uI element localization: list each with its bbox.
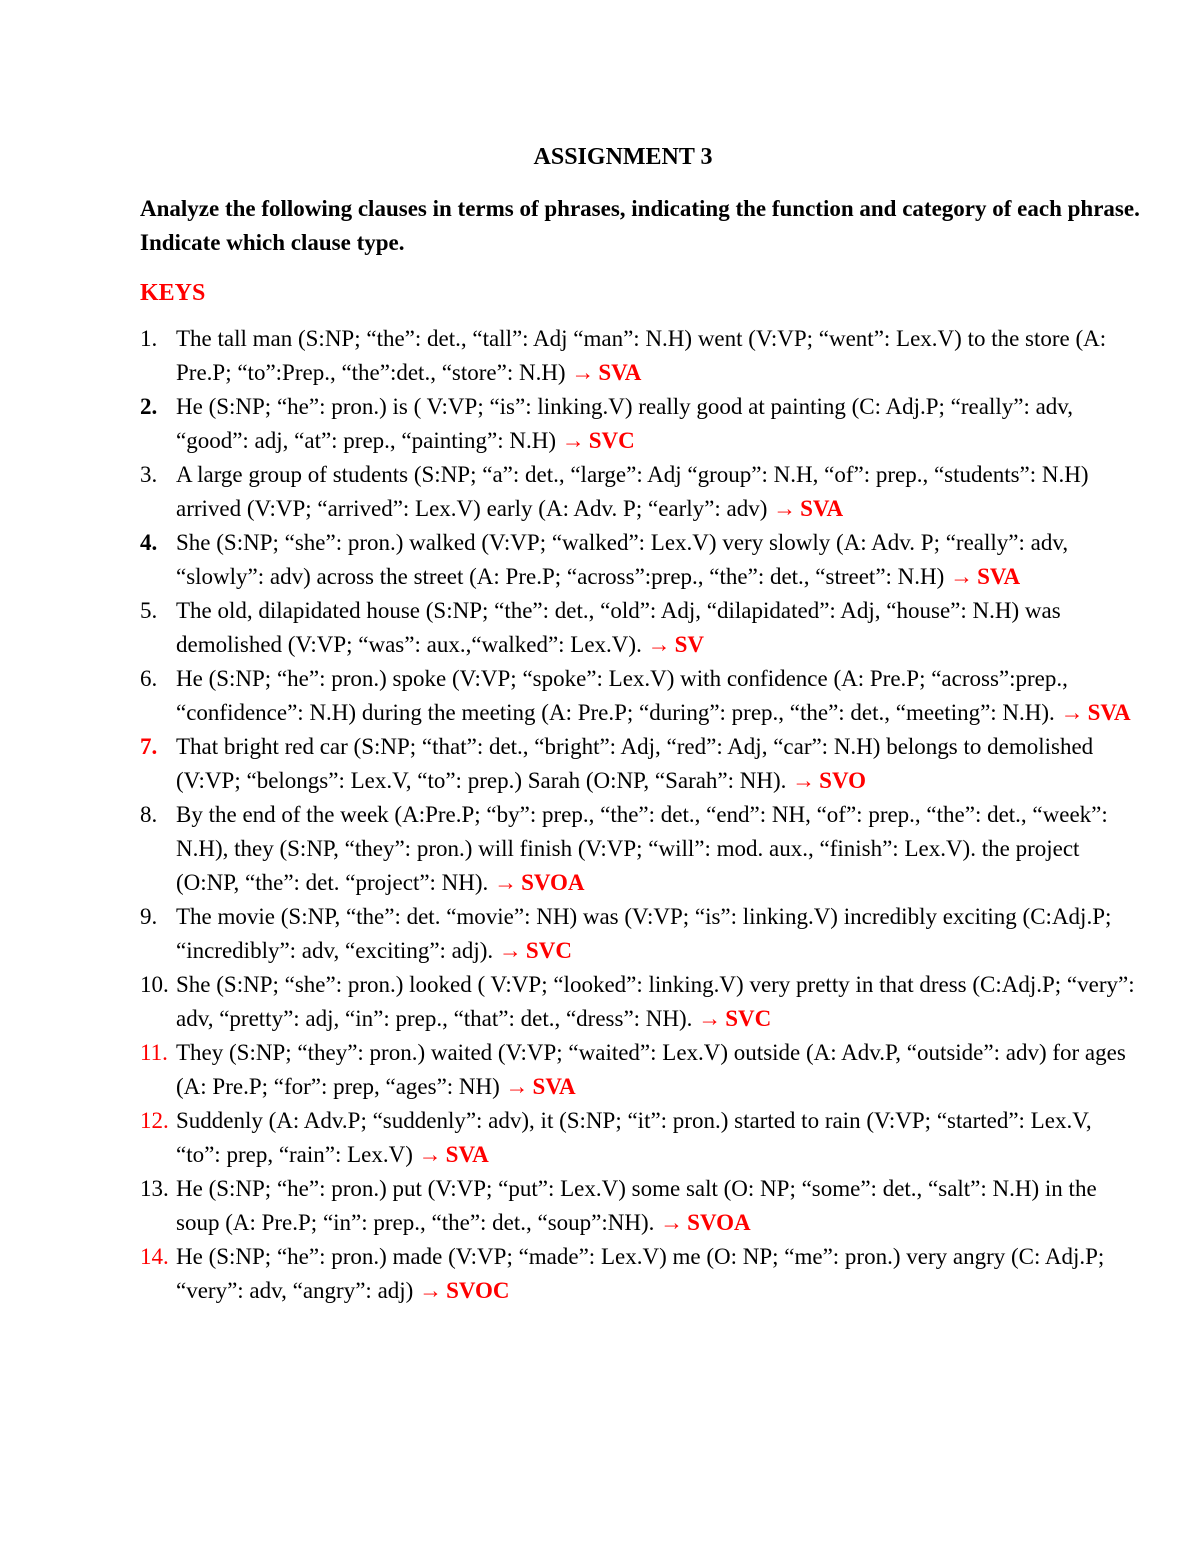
item-number: 10. [140,972,169,997]
clause-type-label: SVA [445,1142,489,1167]
list-item [140,526,1140,594]
item-number: 8. [140,802,158,827]
right-arrow-icon: → [494,870,518,895]
clause-type-label: SVOC [446,1278,510,1303]
list-item [140,1104,1140,1172]
clause-type-label: SVO [819,768,867,793]
clause-type-answer [562,428,635,453]
right-arrow-icon: → [571,360,595,385]
answer-list [140,322,1140,1308]
clause-type-label: SVC [725,1006,772,1031]
item-number: 3. [140,462,158,487]
clause-type-answer [499,938,572,963]
keys-heading: KEYS [140,280,206,306]
list-item [140,662,1140,730]
clause-type-answer [950,564,1020,589]
item-text: She (S:NP; “she”: pron.) walked (V:VP; “walked”: Lex.V) very slowly (A: Adv. P; “really”: adv, “slowly”: adv) across the street (A: Pre.P; “across”:prep., “the”: det., “street”: N.H) [176,530,1069,589]
list-item [140,1240,1140,1308]
clause-type-label: SVA [1087,700,1131,725]
clause-type-label: SVOA [687,1210,751,1235]
item-number: 2. [140,394,158,419]
right-arrow-icon: → [660,1210,684,1235]
list-item [140,900,1140,968]
clause-type-label: SVA [977,564,1021,589]
clause-type-answer [494,870,584,895]
page-title: ASSIGNMENT 3 [533,144,713,170]
item-number: 6. [140,666,158,691]
document-page [140,140,1140,1308]
instructions: Analyze the following clauses in terms of phrases, indicating the function and category of each phrase. Indicate which clause type. [140,196,1140,255]
item-text: They (S:NP; “they”: pron.) waited (V:VP; “waited”: Lex.V) outside (A: Adv.P, “outside”: adv) for ages (A: Pre.P; “for”: prep, “ages”: NH) [176,1040,1126,1099]
right-arrow-icon: → [505,1074,529,1099]
item-number: 11. [140,1040,168,1065]
list-item [140,594,1140,662]
clause-type-answer [571,360,641,385]
clause-type-label: SVA [532,1074,576,1099]
clause-type-answer [506,1074,576,1099]
right-arrow-icon: → [419,1278,443,1303]
item-text: The movie (S:NP, “the”: det. “movie”: NH) was (V:VP; “is”: linking.V) incredibly exciting (C:Adj.P; “incredibly”: adv, “exciting”: adj). [176,904,1112,963]
list-item [140,322,1140,390]
item-text: The tall man (S:NP; “the”: det., “tall”: Adj “man”: N.H) went (V:VP; “went”: Lex.V) to the store (A: Pre.P; “to”:Prep., “the”:det., “store”: N.H) [176,326,1107,385]
right-arrow-icon: → [773,496,797,521]
list-item [140,390,1140,458]
item-text: By the end of the week (A:Pre.P; “by”: prep., “the”: det., “end”: NH, “of”: prep., “the”: det., “week”: N.H), they (S:NP, “they”: pron.) will finish (V:VP; “will”: mod. aux., “finish”: Lex.V). the project (O:NP, “the”: det. “project”: NH). [176,802,1108,895]
item-number: 12. [140,1108,169,1133]
clause-type-answer [648,632,704,657]
item-text: She (S:NP; “she”: pron.) looked ( V:VP; “looked”: linking.V) very pretty in that dress (C:Adj.P; “very”: adv, “pretty”: adj, “in”: prep., “that”: det., “dress”: NH). [176,972,1135,1031]
clause-type-label: SV [674,632,704,657]
item-text: That bright red car (S:NP; “that”: det., “bright”: Adj, “red”: Adj, “car”: N.H) belongs to demolished (V:VP; “belongs”: Lex.V, “to”: prep.) Sarah (O:NP, “Sarah”: NH). [176,734,1094,793]
clause-type-label: SVOA [521,870,585,895]
list-item [140,730,1140,798]
item-number: 13. [140,1176,169,1201]
right-arrow-icon: → [1060,700,1084,725]
item-text: He (S:NP; “he”: pron.) put (V:VP; “put”: Lex.V) some salt (O: NP; “some”: det., “salt”: N.H) in the soup (A: Pre.P; “in”: prep., “the”: det., “soup”:NH). [176,1176,1097,1235]
item-text: He (S:NP; “he”: pron.) is ( V:VP; “is”: linking.V) really good at painting (C: Adj.P; “really”: adv, “good”: adj, “at”: prep., “painting”: N.H) [176,394,1074,453]
clause-type-label: SVC [588,428,635,453]
right-arrow-icon: → [950,564,974,589]
item-number: 9. [140,904,158,929]
right-arrow-icon: → [561,428,585,453]
clause-type-answer [773,496,843,521]
item-text: The old, dilapidated house (S:NP; “the”: det., “old”: Adj, “dilapidated”: Adj, “house”: N.H) was demolished (V:VP; “was”: aux.,“walked”: Lex.V). [176,598,1061,657]
item-number: 4. [140,530,158,555]
right-arrow-icon: → [792,768,816,793]
clause-type-answer [1061,700,1131,725]
clause-type-answer [660,1210,750,1235]
right-arrow-icon: → [418,1142,442,1167]
item-number: 7. [140,734,158,759]
item-text: He (S:NP; “he”: pron.) spoke (V:VP; “spoke”: Lex.V) with confidence (A: Pre.P; “across”:prep., “confidence”: N.H) during the meeting (A: Pre.P; “during”: prep., “the”: det., “meeting”: N.H). [176,666,1068,725]
clause-type-answer [419,1278,509,1303]
clause-type-label: SVC [525,938,572,963]
item-number: 5. [140,598,158,623]
item-number: 1. [140,326,158,351]
clause-type-label: SVA [598,360,642,385]
list-item [140,458,1140,526]
list-item [140,1172,1140,1240]
clause-type-answer [698,1006,771,1031]
item-text: Suddenly (A: Adv.P; “suddenly”: adv), it (S:NP; “it”: pron.) started to rain (V:VP; “started”: Lex.V, “to”: prep, “rain”: Lex.V) [176,1108,1092,1167]
clause-type-answer [419,1142,489,1167]
list-item [140,798,1140,900]
clause-type-label: SVA [800,496,844,521]
item-number: 14. [140,1244,169,1269]
item-text: A large group of students (S:NP; “a”: det., “large”: Adj “group”: N.H, “of”: prep., “students”: N.H) arrived (V:VP; “arrived”: Lex.V) early (A: Adv. P; “early”: adv) [176,462,1089,521]
right-arrow-icon: → [698,1006,722,1031]
list-item [140,968,1140,1036]
right-arrow-icon: → [498,938,522,963]
list-item [140,1036,1140,1104]
clause-type-answer [792,768,866,793]
item-text: He (S:NP; “he”: pron.) made (V:VP; “made”: Lex.V) me (O: NP; “me”: pron.) very angry (C: Adj.P; “very”: adv, “angry”: adj) [176,1244,1105,1303]
right-arrow-icon: → [647,632,671,657]
